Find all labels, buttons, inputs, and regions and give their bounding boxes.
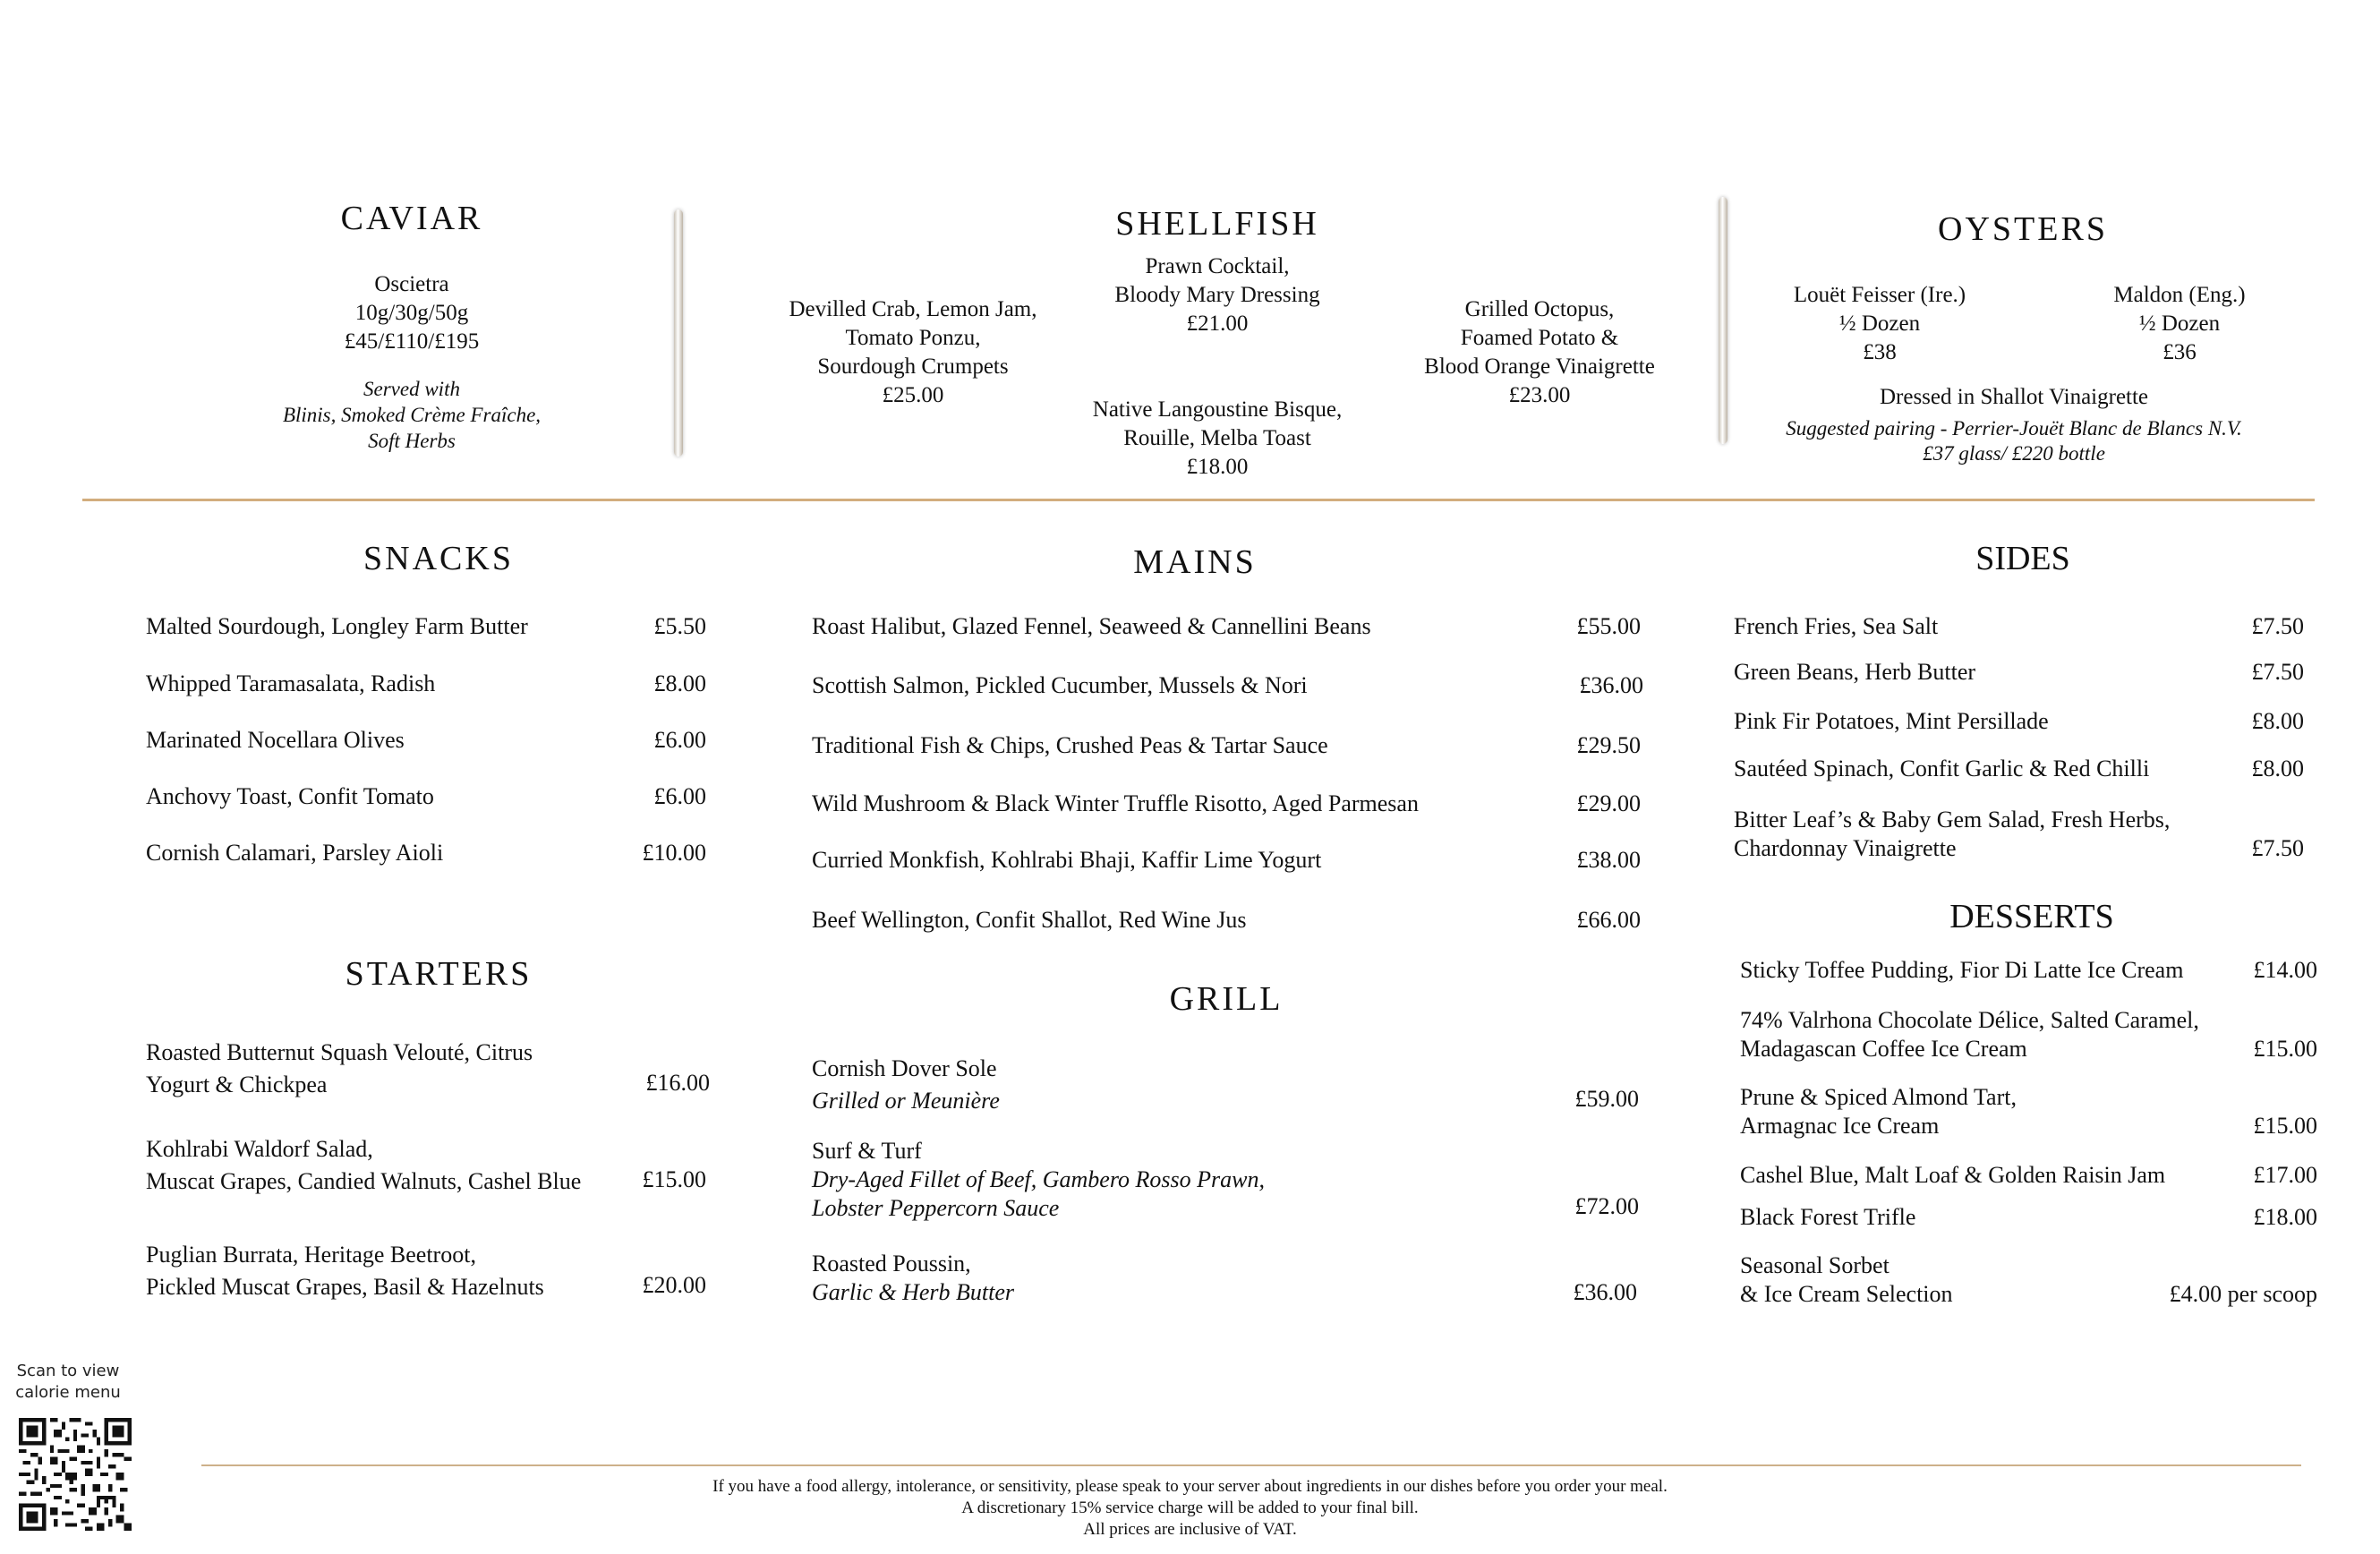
menu-item	[812, 731, 1641, 760]
menu-item	[812, 846, 1641, 875]
menu-item-name: Wild Mushroom & Black Winter Truffle Risotto, Aged Parmesan	[812, 790, 1419, 816]
menu-item-name	[146, 1135, 581, 1196]
caviar-heading: CAVIAR	[340, 200, 483, 237]
snacks-heading: SNACKS	[363, 540, 514, 577]
shellfish-price: £25.00	[882, 383, 944, 407]
caviar-prices: £45/£110/£195	[344, 329, 480, 354]
menu-item-price: £10.00	[642, 840, 706, 866]
shellfish-price: £18.00	[1186, 455, 1249, 479]
menu-item-name: Scottish Salmon, Pickled Cucumber, Mussels & Nori	[812, 672, 1308, 698]
qr-caption	[5, 1361, 131, 1404]
menu-item-name: Anchovy Toast, Confit Tomato	[146, 783, 434, 809]
shellfish-line: Blood Orange Vinaigrette	[1424, 354, 1655, 379]
menu-item	[146, 1241, 706, 1300]
menu-item-price: £16.00	[645, 1070, 710, 1096]
oysters-left-item	[1745, 281, 2014, 367]
menu-item-name: Roast Halibut, Glazed Fennel, Seaweed & Cannellini Beans	[812, 613, 1371, 639]
menu-item-name	[1740, 1083, 2017, 1140]
menu-item-name	[1740, 1251, 1953, 1309]
shellfish-line: Tomato Ponzu,	[845, 326, 981, 350]
menu-item	[146, 839, 706, 867]
menu-item-name: Curried Monkfish, Kohlrabi Bhaji, Kaffir Lime Yogurt	[812, 847, 1322, 873]
menu-item	[146, 1135, 706, 1194]
menu-item-price: £4.00 per scoop	[2169, 1281, 2317, 1307]
caviar-served-line: Soft Herbs	[368, 430, 456, 452]
menu-item-name: Marinated Nocellara Olives	[146, 727, 405, 753]
oysters-pairing: Suggested pairing - Perrier-Jouët Blanc de Blancs N.V.	[1786, 417, 2242, 440]
oyster-line: ½ Dozen	[2138, 312, 2221, 336]
menu-item-name	[1734, 806, 2170, 863]
menu-item-name: Green Beans, Herb Butter	[1734, 659, 1976, 685]
menu-item-description: Lobster Peppercorn Sauce	[812, 1195, 1060, 1221]
shellfish-line: Rouille, Melba Toast	[1123, 426, 1311, 450]
caviar-name: Oscietra	[374, 272, 449, 296]
menu-item-name: Cashel Blue, Malt Loaf & Golden Raisin Jam	[1740, 1162, 2166, 1188]
menu-item	[1740, 1083, 2317, 1140]
menu-item-price: £17.00	[2253, 1162, 2317, 1188]
mains-heading: MAINS	[1133, 543, 1257, 581]
oysters-dressing: Dressed in Shallot Vinaigrette	[1879, 385, 2149, 409]
menu-item-name: Malted Sourdough, Longley Farm Butter	[146, 613, 528, 639]
shellfish-right-item	[1361, 295, 1719, 410]
menu-item-description: Garlic & Herb Butter	[812, 1279, 1015, 1305]
menu-item-name: Beef Wellington, Confit Shallot, Red Wine Jus	[812, 907, 1247, 933]
menu-item-price: £36.00	[1579, 672, 1643, 698]
menu-item-price: £29.50	[1576, 732, 1641, 758]
menu-item	[812, 1137, 1639, 1221]
caviar-served-line: Served with	[363, 378, 460, 400]
menu-item-line: Bitter Leaf’s & Baby Gem Salad, Fresh Herbs,	[1734, 807, 2171, 832]
menu-item-name	[146, 1241, 544, 1302]
menu-item-price: £20.00	[642, 1272, 706, 1298]
shellfish-line: Prawn Cocktail,	[1145, 254, 1290, 278]
menu-item-line: Madagascan Coffee Ice Cream	[1740, 1036, 2027, 1062]
menu-item-price: £7.50	[2251, 835, 2304, 861]
menu-item-line: Armagnac Ice Cream	[1740, 1113, 1940, 1139]
grill-heading: GRILL	[1169, 980, 1284, 1018]
menu-item-price: £15.00	[2253, 1036, 2317, 1062]
shellfish-line: Native Langoustine Bisque,	[1092, 397, 1343, 422]
menu-item	[1734, 707, 2304, 736]
allergy-notice: If you have a food allergy, intolerance, or sensitivity, please speak to your server about ingredients in our dishes before you order your meal.	[712, 1477, 1668, 1496]
shellfish-line: Bloody Mary Dressing	[1114, 283, 1320, 307]
menu-item-line: Surf & Turf	[812, 1138, 922, 1164]
menu-item-line: Chardonnay Vinaigrette	[1734, 835, 1957, 861]
menu-item	[812, 612, 1641, 641]
menu-item	[812, 1250, 1637, 1307]
menu-item	[146, 612, 706, 641]
menu-item-line: Muscat Grapes, Candied Walnuts, Cashel Blue	[146, 1168, 582, 1194]
menu-item	[146, 726, 706, 755]
decorative-pillar-left	[674, 209, 683, 457]
menu-item-name: French Fries, Sea Salt	[1734, 613, 1939, 639]
oysters-right-item	[2050, 281, 2309, 367]
menu-item-line: Cornish Dover Sole	[812, 1055, 997, 1081]
menu-item-description: Grilled or Meunière	[812, 1088, 1000, 1114]
menu-item	[1740, 956, 2317, 985]
menu-item-price: £18.00	[2253, 1204, 2317, 1230]
qr-caption-line: Scan to view	[16, 1362, 120, 1380]
menu-item-price: £7.50	[2251, 613, 2304, 639]
menu-item-line: Puglian Burrata, Heritage Beetroot,	[146, 1242, 476, 1268]
oyster-price: £38	[1863, 340, 1897, 364]
menu-item-name	[1740, 1006, 2199, 1063]
menu-item-name: Black Forest Trifle	[1740, 1204, 1916, 1230]
menu-item-price: £36.00	[1573, 1279, 1637, 1305]
menu-item-price: £66.00	[1576, 907, 1641, 933]
menu-item	[1734, 612, 2304, 641]
starters-heading: STARTERS	[345, 955, 533, 993]
menu-item-name: Whipped Taramasalata, Radish	[146, 670, 436, 696]
vat-notice: All prices are inclusive of VAT.	[1083, 1520, 1297, 1539]
menu-item-line: Yogurt & Chickpea	[146, 1072, 328, 1097]
menu-item-name: Pink Fir Potatoes, Mint Persillade	[1734, 708, 2049, 734]
menu-item	[812, 671, 1643, 700]
menu-item	[1740, 1006, 2317, 1063]
menu-item	[1740, 1203, 2317, 1232]
menu-item	[146, 1038, 710, 1097]
menu-item-line: Prune & Spiced Almond Tart,	[1740, 1084, 2017, 1110]
caviar-served-with	[251, 376, 573, 454]
shellfish-center-top-item	[1038, 252, 1396, 338]
menu-item	[812, 1054, 1639, 1114]
menu-item-price: £5.50	[653, 613, 706, 639]
section-divider-bottom	[201, 1464, 2301, 1466]
menu-item	[1734, 806, 2304, 863]
menu-item-price: £6.00	[653, 727, 706, 753]
desserts-heading: DESSERTS	[1949, 898, 2114, 935]
shellfish-left-item	[743, 295, 1083, 410]
menu-item	[1740, 1161, 2317, 1190]
service-charge-notice: A discretionary 15% service charge will be added to your final bill.	[961, 1498, 1419, 1517]
menu-item-line: & Ice Cream Selection	[1740, 1281, 1953, 1307]
menu-item-name: Sautéed Spinach, Confit Garlic & Red Chilli	[1734, 756, 2150, 781]
decorative-pillar-right	[1719, 197, 1727, 444]
caviar-details	[277, 270, 546, 356]
shellfish-line: Grilled Octopus,	[1464, 297, 1615, 321]
menu-item-price: £6.00	[653, 783, 706, 809]
menu-item-price: £72.00	[1574, 1193, 1639, 1219]
menu-item	[1734, 658, 2304, 687]
menu-item	[146, 670, 706, 698]
oyster-line: Louët Feisser (Ire.)	[1793, 283, 1966, 307]
shellfish-price: £23.00	[1508, 383, 1571, 407]
menu-item-name	[812, 1054, 1000, 1115]
menu-item-price: £15.00	[2253, 1113, 2317, 1139]
oyster-line: ½ Dozen	[1838, 312, 1921, 336]
menu-item	[1740, 1251, 2317, 1309]
menu-item-price: £55.00	[1576, 613, 1641, 639]
caviar-served-line: Blinis, Smoked Crème Fraîche,	[282, 404, 542, 426]
oyster-price: £36	[2162, 340, 2197, 364]
menu-item-price: £59.00	[1574, 1086, 1639, 1112]
menu-item-price: £15.00	[642, 1166, 706, 1192]
shellfish-line: Foamed Potato &	[1460, 326, 1619, 350]
menu-item-price: £38.00	[1576, 847, 1641, 873]
menu-item	[812, 790, 1641, 818]
menu-item-name: Sticky Toffee Pudding, Fior Di Latte Ice Cream	[1740, 957, 2184, 983]
oysters-heading: OYSTERS	[1938, 210, 2108, 248]
menu-item-description: Dry-Aged Fillet of Beef, Gambero Rosso Prawn,	[812, 1166, 1265, 1192]
menu-item-price: £8.00	[653, 670, 706, 696]
shellfish-heading: SHELLFISH	[1115, 205, 1319, 243]
shellfish-line: Devilled Crab, Lemon Jam,	[789, 297, 1037, 321]
sides-heading: SIDES	[1975, 540, 2070, 577]
menu-item-price: £8.00	[2251, 756, 2304, 781]
menu-item-name	[812, 1137, 1265, 1223]
menu-item	[146, 782, 706, 811]
menu-item-price: £29.00	[1576, 790, 1641, 816]
menu-item	[812, 906, 1641, 935]
menu-item-name	[812, 1250, 1014, 1307]
shellfish-price: £21.00	[1186, 312, 1249, 336]
menu-item-price: £8.00	[2251, 708, 2304, 734]
menu-item-name	[146, 1038, 533, 1099]
menu-item	[1734, 755, 2304, 783]
qr-caption-line: calorie menu	[15, 1383, 121, 1402]
menu-item-price: £14.00	[2253, 957, 2317, 983]
oyster-line: Maldon (Eng.)	[2113, 283, 2246, 307]
menu-item-line: 74% Valrhona Chocolate Délice, Salted Caramel,	[1740, 1007, 2199, 1033]
menu-item-line: Seasonal Sorbet	[1740, 1252, 1889, 1278]
menu-item-line: Roasted Butternut Squash Velouté, Citrus	[146, 1039, 533, 1065]
menu-item-line: Pickled Muscat Grapes, Basil & Hazelnuts	[146, 1274, 544, 1300]
shellfish-line: Sourdough Crumpets	[817, 354, 1009, 379]
caviar-sizes: 10g/30g/50g	[354, 301, 469, 325]
menu-item-line: Kohlrabi Waldorf Salad,	[146, 1136, 373, 1162]
menu-item-name: Traditional Fish & Chips, Crushed Peas & Tartar Sauce	[812, 732, 1328, 758]
section-divider-top	[82, 499, 2315, 501]
menu-item-name: Cornish Calamari, Parsley Aioli	[146, 840, 444, 866]
oysters-pairing-price: £37 glass/ £220 bottle	[1923, 442, 2105, 465]
menu-item-line: Roasted Poussin,	[812, 1251, 971, 1276]
menu-item-price: £7.50	[2251, 659, 2304, 685]
shellfish-center-bottom-item	[1038, 396, 1396, 482]
